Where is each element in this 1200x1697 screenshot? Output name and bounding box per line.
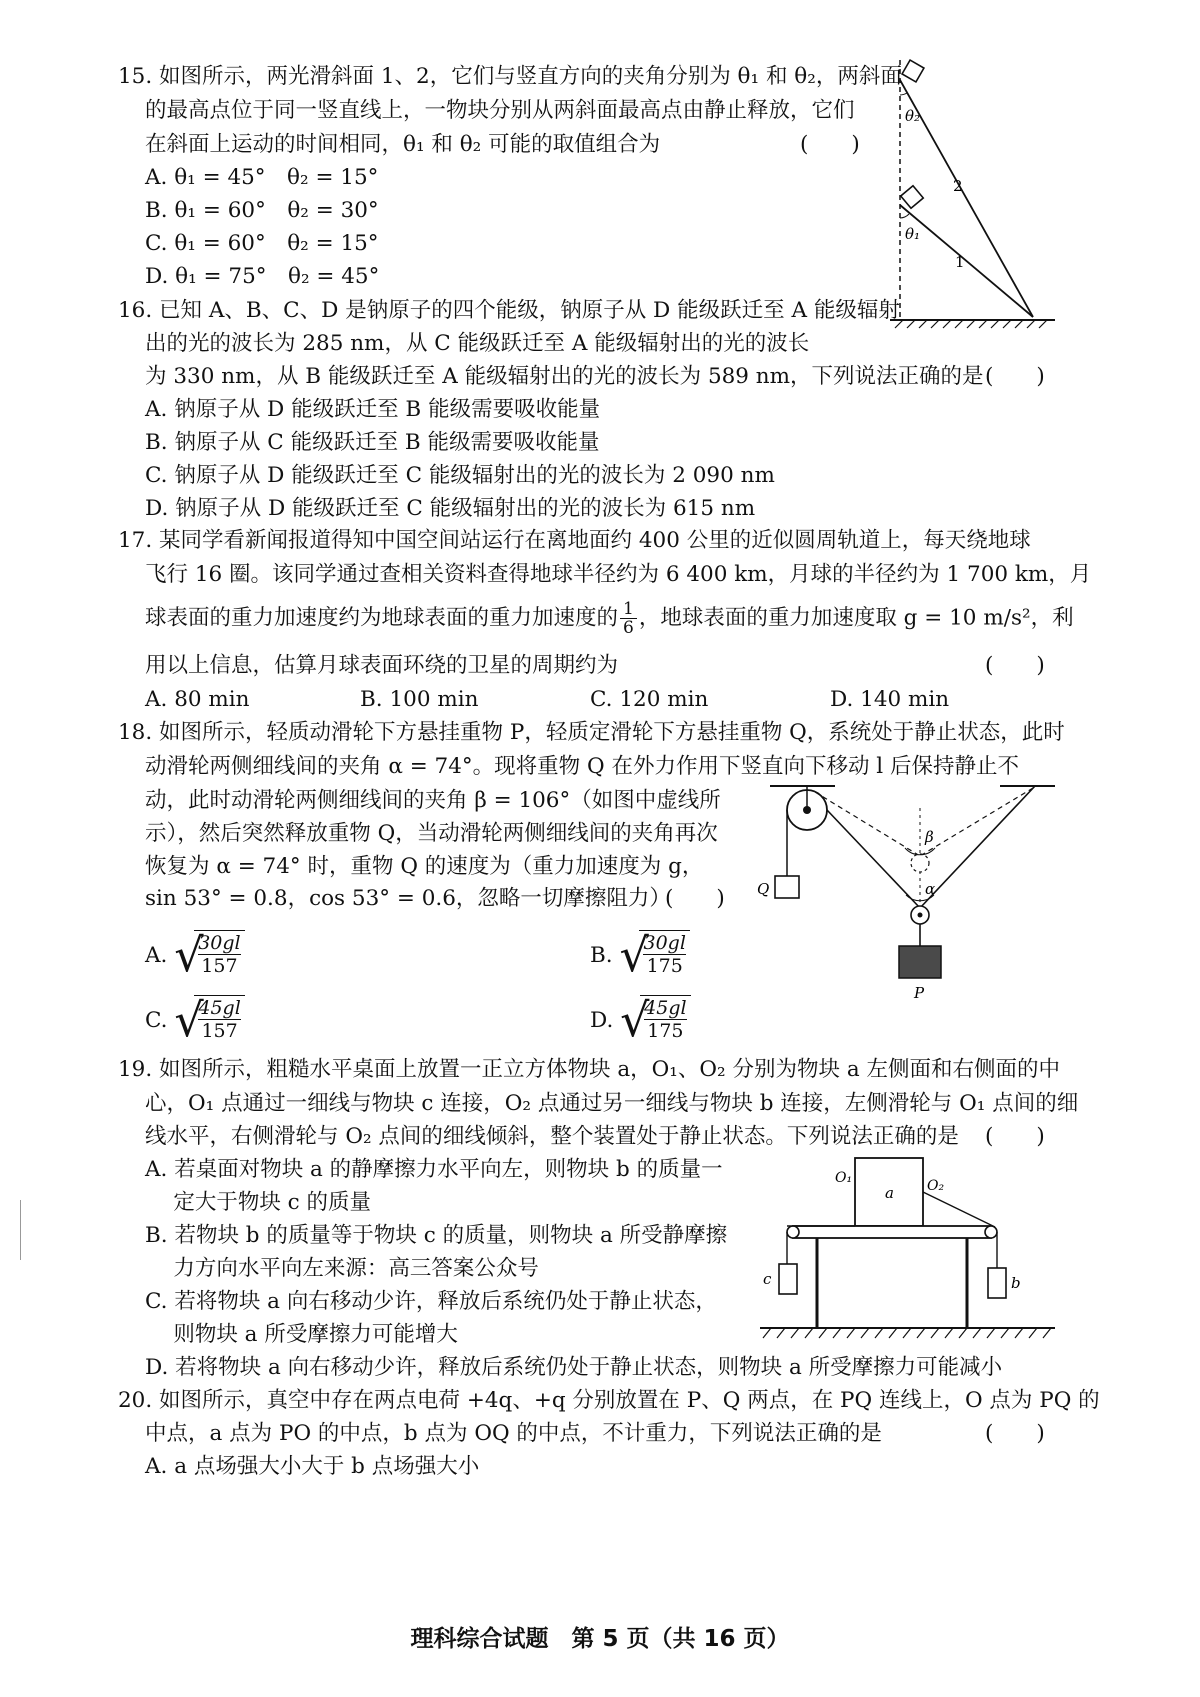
q18-option-c-label: C.: [145, 1007, 168, 1033]
q18-stem-line-5: 恢复为 α = 74° 时，重物 Q 的速度为（重力加速度为 g，: [145, 854, 704, 879]
q19-figure-a-label: a: [885, 1184, 894, 1202]
q18-option-a-sqrt: √ $\frac{30gl}{157}$: [174, 930, 244, 981]
q16-stem-line-3: 为 330 nm，从 B 能级跃迁至 A 能级辐射出的光的波长为 589 nm，下列说法正确的是: [145, 364, 984, 389]
q19-stem-line-1: 19. 如图所示，粗糙水平桌面上放置一正立方体物块 a，O₁、O₂ 分别为物块 a 左侧面和右侧面的中: [118, 1057, 1060, 1082]
q19-option-a-line-1: A. 若桌面对物块 a 的静摩擦力水平向左，则物块 b 的质量一: [145, 1157, 723, 1182]
page-footer: 理科综合试题 第 5 页（共 16 页）: [410, 1626, 790, 1652]
q17-option-d: D. 140 min: [830, 687, 950, 712]
q18-option-b-label: B.: [590, 942, 613, 968]
q20-stem-line-2: 中点，a 点为 PO 的中点，b 点为 OQ 的中点，不计重力，下列说法正确的是: [145, 1421, 882, 1446]
q18-stem-line-4: 示），然后突然释放重物 Q，当动滑轮两侧细线间的夹角再次: [145, 821, 718, 846]
q19-stem-line-2: 心，O₁ 点通过一细线与物块 c 连接，O₂ 点通过另一细线与物块 b 连接，左侧滑轮与 O₁ 点间的细: [145, 1091, 1079, 1116]
q18-stem-line-1: 18. 如图所示，轻质动滑轮下方悬挂重物 P，轻质定滑轮下方悬挂重物 Q，系统处于静止状态，此时: [118, 720, 1065, 745]
q15-incline-figure: [885, 55, 1065, 335]
q17-stem-line-2: 飞行 16 圈。该同学通过查相关资料查得地球半径约为 6 400 km，月球的半径约为 1 700 km，月: [145, 562, 1092, 587]
q15-option-b: B. θ₁ = 60° θ₂ = 30°: [145, 198, 379, 223]
q19-figure-o1-label: O₁: [835, 1170, 853, 1186]
q19-table-figure: [755, 1150, 1065, 1350]
q17-fraction-numerator: 1: [620, 600, 637, 619]
q18-option-c: [145, 995, 245, 1055]
q18-option-c-denominator: 157: [201, 1020, 238, 1042]
q15-answer-paren: ( ): [800, 132, 860, 157]
q16-option-d: D. 钠原子从 D 能级跃迁至 C 能级辐射出的光的波长为 615 nm: [145, 496, 756, 521]
q16-option-c: C. 钠原子从 D 能级跃迁至 C 能级辐射出的光的波长为 2 090 nm: [145, 463, 775, 488]
q20-answer-paren: ( ): [985, 1421, 1045, 1446]
q15-stem-line-2: 的最高点位于同一竖直线上，一物块分别从两斜面最高点由静止释放，它们: [145, 98, 855, 123]
q18-option-a-denominator: 157: [201, 955, 238, 977]
q18-pulley-figure: [755, 778, 1065, 1008]
q18-option-b: [590, 930, 690, 990]
margin-mark: [20, 1200, 21, 1260]
q18-option-b-denominator: 175: [646, 955, 683, 977]
q17-option-b: B. 100 min: [360, 687, 479, 712]
q19-option-c-line-1: C. 若将物块 a 向右移动少许，释放后系统仍处于静止状态，: [145, 1289, 717, 1314]
q18-figure-q-label: Q: [757, 880, 770, 898]
q18-answer-paren: ( ): [665, 886, 725, 911]
q18-option-d-numerator: 45gl: [644, 997, 687, 1019]
q16-option-b: B. 钠原子从 C 能级跃迁至 B 能级需要吸收能量: [145, 430, 600, 455]
q19-answer-paren: ( ): [985, 1124, 1045, 1149]
q17-fraction-one-sixth: [620, 600, 637, 637]
q18-option-d-denominator: 175: [647, 1020, 684, 1042]
q17-answer-paren: ( ): [985, 653, 1045, 678]
q15-figure-incline-1-label: 1: [955, 253, 965, 271]
q18-option-d: [590, 995, 691, 1055]
q15-figure-incline-2-label: 2: [953, 177, 963, 195]
q17-stem-line-1: 17. 某同学看新闻报道得知中国空间站运行在离地面约 400 公里的近似圆周轨道上，每天绕地球: [118, 528, 1031, 553]
q19-option-a-line-2: 定大于物块 c 的质量: [145, 1190, 372, 1215]
q18-option-d-label: D.: [590, 1007, 614, 1033]
q15-option-c: C. θ₁ = 60° θ₂ = 15°: [145, 231, 379, 256]
q17-option-a: A. 80 min: [145, 687, 250, 712]
q16-stem-line-1: 16. 已知 A、B、C、D 是钠原子的四个能级，钠原子从 D 能级跃迁至 A 能级辐射: [118, 298, 900, 323]
q17-stem-line-4: 用以上信息，估算月球表面环绕的卫星的周期约为: [145, 653, 619, 678]
q19-figure-b-label: b: [1011, 1274, 1021, 1292]
q18-option-d-sqrt: √ $\frac{45gl}{175}$: [620, 995, 690, 1046]
q15-option-d: D. θ₁ = 75° θ₂ = 45°: [145, 264, 380, 289]
q15-figure-theta2-label: θ₂: [905, 107, 921, 125]
q18-stem-line-6: sin 53° = 0.8，cos 53° = 0.6，忽略一切摩擦阻力）: [145, 886, 671, 911]
q17-option-c: C. 120 min: [590, 687, 709, 712]
q18-option-a-numerator: 30gl: [198, 932, 241, 954]
q18-option-a: [145, 930, 245, 990]
q15-figure-theta1-label: θ₁: [905, 225, 921, 243]
q15-stem-line-1: 15. 如图所示，两光滑斜面 1、2，它们与竖直方向的夹角分别为 θ₁ 和 θ₂，两斜面: [118, 64, 902, 89]
q18-option-b-sqrt: √ $\frac{30gl}{175}$: [619, 930, 689, 981]
q16-answer-paren: ( ): [985, 364, 1045, 389]
q15-stem-line-3: 在斜面上运动的时间相同，θ₁ 和 θ₂ 可能的取值组合为: [145, 132, 661, 157]
q18-figure-alpha-label: α: [925, 880, 936, 898]
q18-option-c-sqrt: √ $\frac{45gl}{157}$: [174, 995, 244, 1046]
q18-option-b-numerator: 30gl: [643, 932, 686, 954]
q18-option-a-label: A.: [145, 942, 168, 968]
q20-stem-line-1: 20. 如图所示，真空中存在两点电荷 +4q、+q 分别放置在 P、Q 两点，在 PQ 连线上，O 点为 PQ 的: [118, 1388, 1100, 1413]
q17-line3-before-fraction: 球表面的重力加速度约为地球表面的重力加速度的: [145, 605, 619, 631]
q19-figure-o2-label: O₂: [927, 1178, 945, 1194]
q19-stem-line-3: 线水平，右侧滑轮与 O₂ 点间的细线倾斜，整个装置处于静止状态。下列说法正确的是: [145, 1124, 959, 1149]
q17-fraction-denominator: 6: [623, 618, 634, 638]
q19-option-d: D. 若将物块 a 向右移动少许，释放后系统仍处于静止状态，则物块 a 所受摩擦力可能减小: [145, 1355, 1003, 1380]
q19-figure-c-label: c: [763, 1270, 772, 1288]
q16-option-a: A. 钠原子从 D 能级跃迁至 B 能级需要吸收能量: [145, 397, 601, 422]
q18-figure-beta-label: β: [925, 828, 934, 846]
q18-figure-p-label: P: [914, 984, 925, 1002]
q19-option-b-line-1: B. 若物块 b 的质量等于物块 c 的质量，则物块 a 所受静摩擦: [145, 1223, 728, 1248]
q18-stem-line-3: 动，此时动滑轮两侧细线间的夹角 β = 106°（如图中虚线所: [145, 788, 721, 813]
q20-option-a: A. a 点场强大小大于 b 点场强大小: [145, 1454, 480, 1479]
q19-option-c-line-2: 则物块 a 所受摩擦力可能增大: [145, 1322, 458, 1347]
q17-stem-line-3: [145, 600, 1074, 637]
q17-line3-after-fraction: ，地球表面的重力加速度取 g = 10 m/s²，利: [638, 605, 1074, 631]
q15-option-a: A. θ₁ = 45° θ₂ = 15°: [145, 165, 379, 190]
q16-stem-line-2: 出的光的波长为 285 nm，从 C 能级跃迁至 A 能级辐射出的光的波长: [145, 331, 810, 356]
q18-stem-line-2: 动滑轮两侧细线间的夹角 α = 74°。现将重物 Q 在外力作用下竖直向下移动 l 后保持静止不: [145, 754, 1019, 779]
q18-option-c-numerator: 45gl: [198, 997, 241, 1019]
q19-option-b-line-2: 力方向水平向左来源：高三答案公众号: [145, 1256, 539, 1281]
